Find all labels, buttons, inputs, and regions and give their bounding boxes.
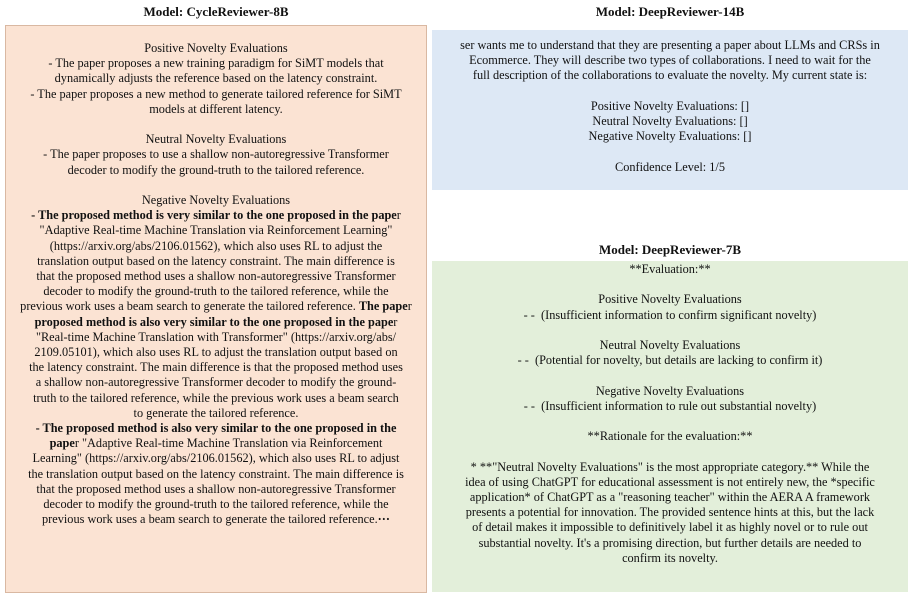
negative-item-3-line5: that the proposed method uses a shallow non-autoregressive Transformer [36, 481, 396, 496]
positive-heading: Positive Novelty Evaluations [144, 41, 288, 55]
rb-rationale-3: application* of ChatGPT as a "reasoning teacher" within the AERA A framework [469, 489, 871, 504]
rb-positive-text: - - (Insufficient information to confirm significant novelty) [523, 307, 817, 322]
negative-item-2-line1: proposed method is also very similar to the one proposed in the paper [34, 314, 398, 329]
right-top-panel-title: Model: DeepReviewer-14B [595, 4, 745, 19]
negative-item-1-line7: previous work uses a beam search to generate the tailored reference. The paper [20, 299, 412, 314]
rt-negative: Negative Novelty Evaluations: [] [588, 129, 752, 144]
rb-rationale-6: substantial novelty. It's a promising direction, but further details are needed to [478, 535, 862, 550]
rt-line-1: ser wants me to understand that they are presenting a paper about LLMs and CRSs in [460, 38, 880, 52]
rb-rationale-7: confirm its novelty. [622, 550, 718, 565]
rb-neutral-text: - - (Potential for novelty, but details are lacking to confirm it) [517, 353, 823, 368]
negative-item-3-line1: - The proposed method is also very similar to the one proposed in the [35, 421, 397, 436]
rt-line-3: full description of the collaborations to evaluate the novelty. My current state is: [472, 68, 868, 83]
negative-item-3-line3: Learning" (https://arxiv.org/abs/2106.01562), which also uses RL to adjust [32, 451, 400, 466]
right-bottom-panel-title: Model: DeepReviewer-7B [598, 242, 742, 257]
negative-item-3-line6: decoder to modify the ground-truth to the tailored reference, while the [43, 497, 389, 512]
left-panel-title: Model: CycleReviewer-8B [143, 4, 289, 19]
negative-item-1-line6: decoder to modify the ground-truth to the tailored reference, while the [43, 284, 389, 299]
rb-rationale-4: presents a potential for innovation. The provided sentence hints at this, but the lack [465, 505, 875, 520]
rb-rationale-2: idea of using ChatGPT for educational assessment is not entirely new, the *specific [465, 474, 875, 489]
negative-item-1-line1: - The proposed method is very similar to the one proposed in the paper [31, 208, 401, 223]
rb-rationale-5: of detail makes it impossible to definitively label it as highly novel or to rule out [472, 520, 868, 535]
rt-confidence: Confidence Level: 1/5 [615, 159, 725, 174]
negative-item-1-line2: "Adaptive Real-time Machine Translation via Reinforcement Learning" [39, 223, 393, 238]
rb-positive-heading: Positive Novelty Evaluations [598, 292, 742, 307]
negative-item-1-line5: that the proposed method uses a shallow non-autoregressive Transformer [36, 269, 396, 284]
neutral-heading: Neutral Novelty Evaluations [145, 132, 287, 147]
negative-item-2-line2: "Real-time Machine Translation with Transformer" (https://arxiv.org/abs/ [35, 329, 397, 344]
neutral-item-1a: - The paper proposes to use a shallow non-autoregressive Transformer [43, 147, 389, 162]
rb-rationale-heading: **Rationale for the evaluation:** [587, 429, 753, 444]
rb-negative-heading: Negative Novelty Evaluations [595, 383, 745, 398]
right-bottom-review-panel [432, 261, 908, 592]
negative-item-3-line4: the translation output based on the latency constraint. The main difference is [28, 466, 404, 481]
negative-item-3-line2: paper "Adaptive Real-time Machine Translation via Reinforcement [49, 436, 383, 451]
rb-rationale-1: * **"Neutral Novelty Evaluations" is the most appropriate category.** While the [470, 459, 870, 474]
rt-positive: Positive Novelty Evaluations: [] [590, 98, 750, 113]
right-top-review-panel [432, 30, 908, 190]
positive-item-1b: dynamically adjusts the reference based on the latency constraint. [54, 71, 378, 86]
negative-item-1-line4: translation output based on the latency constraint. The main difference is [37, 253, 395, 268]
positive-item-2a: - The paper proposes a new method to generate tailored reference for SiMT [30, 86, 402, 101]
negative-item-2-line5: a shallow non-autoregressive Transformer decoder to modify the ground- [35, 375, 397, 390]
negative-item-3-line7: previous work uses a beam search to generate the tailored reference.··· [42, 512, 390, 527]
rb-neutral-heading: Neutral Novelty Evaluations [599, 337, 741, 352]
negative-item-2-line6: truth to the tailored reference, while the previous work uses a beam search [33, 390, 399, 405]
left-review-panel [5, 25, 427, 593]
rb-negative-text: - - (Insufficient information to rule out substantial novelty) [523, 398, 817, 413]
rt-neutral: Neutral Novelty Evaluations: [] [592, 114, 748, 128]
positive-item-1a: - The paper proposes a new training paradigm for SiMT models that [48, 56, 384, 71]
rt-line-2: Ecommerce. They will describe two types of collaborations. I need to wait for the [469, 53, 871, 68]
ellipsis-icon: ··· [377, 512, 390, 527]
negative-item-2-line4: the latency constraint. The main difference is that the proposed method uses [29, 360, 403, 375]
negative-item-2-line3: 2109.05101), which also uses RL to adjust the translation output based on [34, 345, 398, 360]
negative-item-1-line3: (https://arxiv.org/abs/2106.01562), which also uses RL to adjust the [49, 238, 383, 253]
rb-evaluation: **Evaluation:** [629, 262, 711, 276]
neutral-item-1b: decoder to modify the ground-truth to the tailored reference. [67, 162, 365, 177]
positive-item-2b: models at different latency. [149, 101, 283, 116]
negative-heading: Negative Novelty Evaluations [141, 193, 291, 207]
negative-item-2-line7: to generate the tailored reference. [133, 405, 299, 420]
